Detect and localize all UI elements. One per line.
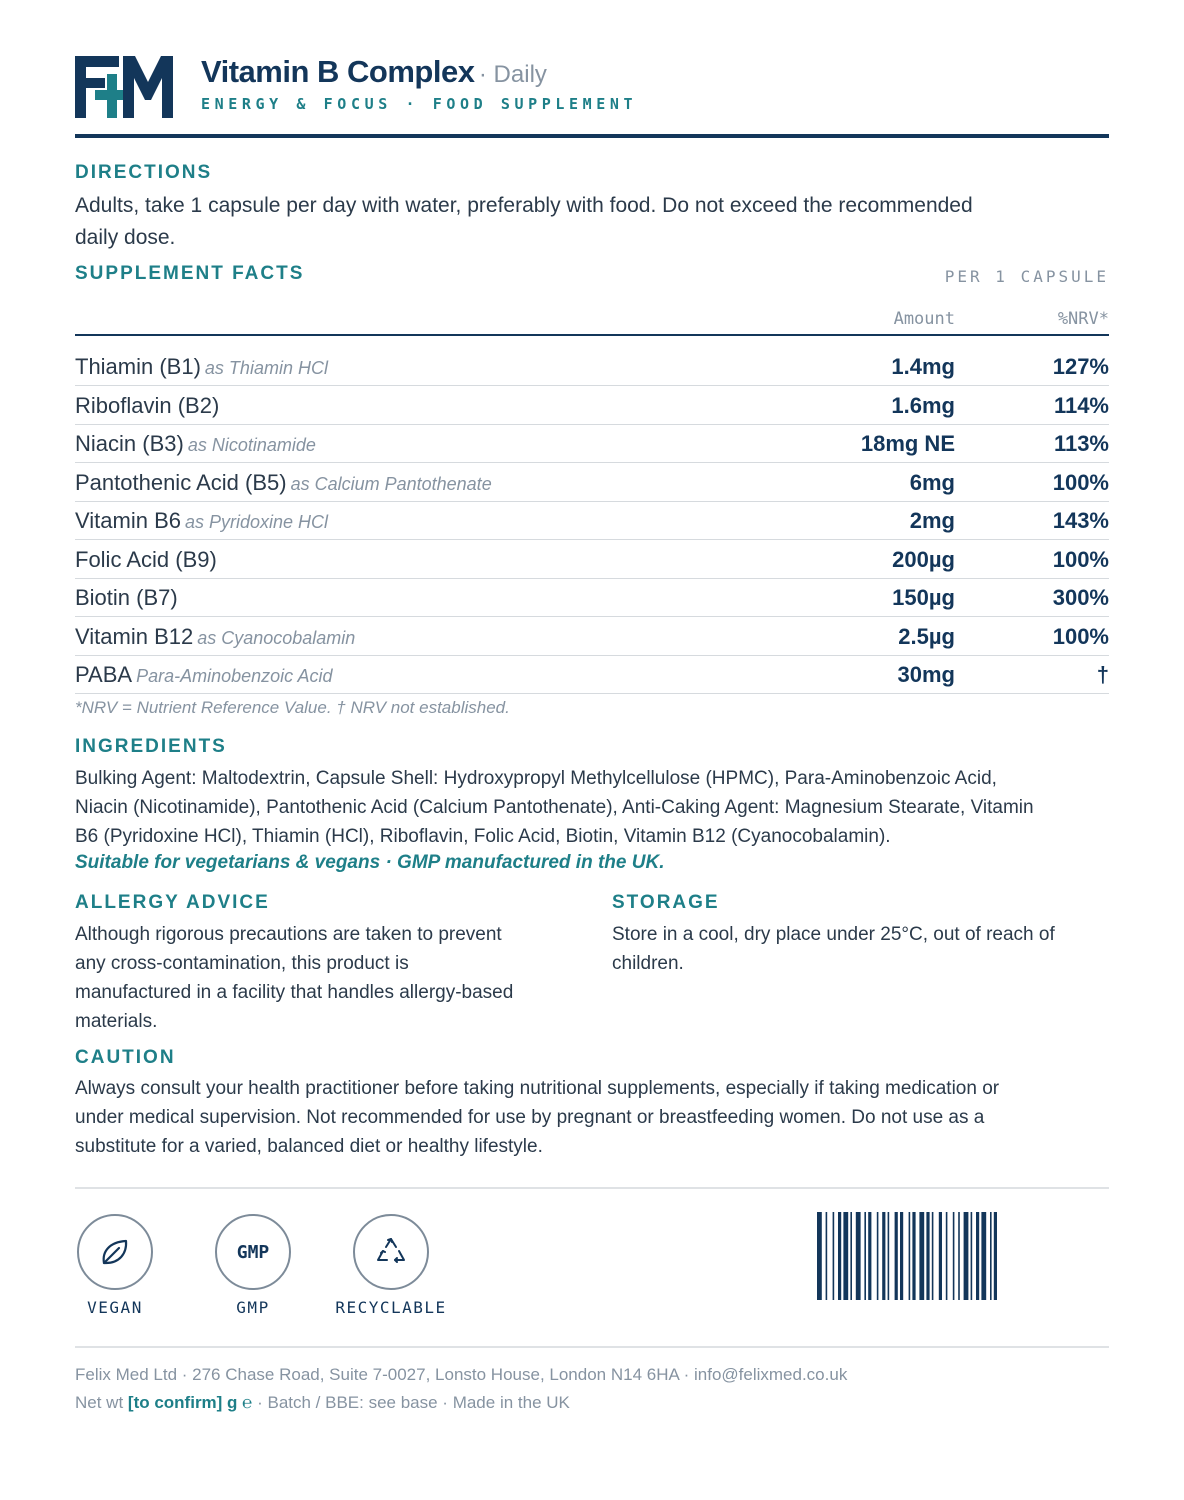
barcode-bar bbox=[868, 1212, 871, 1300]
caution-text bbox=[75, 1074, 999, 1161]
caution-line: substitute for a varied, balanced diet or healthy lifestyle. bbox=[75, 1136, 543, 1157]
storage-heading: STORAGE bbox=[612, 892, 720, 913]
allergy-line: Although rigorous precautions are taken to prevent bbox=[75, 924, 502, 945]
barcode-bar bbox=[994, 1212, 997, 1300]
net-weight-line bbox=[75, 1393, 570, 1413]
section-divider bbox=[75, 1187, 1109, 1189]
nutrient-form: Para-Aminobenzoic Acid bbox=[136, 666, 333, 686]
nutrient-amount: 2mg bbox=[909, 508, 955, 533]
barcode-bar bbox=[971, 1212, 973, 1300]
net-weight-suffix: · Batch / BBE: see base · Made in the UK bbox=[252, 1393, 570, 1412]
nutrient-name-cell bbox=[75, 470, 492, 496]
allergy-heading: ALLERGY ADVICE bbox=[75, 892, 270, 913]
nutrient-name: Riboflavin (B2) bbox=[75, 392, 220, 418]
product-tagline: ENERGY & FOCUS · FOOD SUPPLEMENT bbox=[201, 95, 638, 113]
barcode-bar bbox=[826, 1212, 828, 1300]
nutrient-form: as Thiamin HCl bbox=[204, 358, 328, 378]
directions-text bbox=[75, 190, 973, 254]
nutrient-nrv: † bbox=[1096, 662, 1109, 687]
nutrient-name: Niacin (B3) bbox=[75, 431, 184, 456]
nutrient-nrv: 100% bbox=[1052, 469, 1109, 495]
barcode-bar bbox=[833, 1212, 835, 1300]
facts-row bbox=[75, 541, 1109, 579]
nutrient-amount: 200µg bbox=[892, 546, 955, 572]
nutrient-nrv: 100% bbox=[1052, 623, 1109, 649]
nutrient-name-cell bbox=[75, 393, 219, 419]
barcode-bar bbox=[888, 1212, 890, 1300]
facts-row bbox=[75, 579, 1109, 617]
nutrient-name: Vitamin B6 bbox=[75, 508, 181, 533]
facts-row bbox=[75, 348, 1109, 386]
nutrient-name: Thiamin (B1) bbox=[75, 354, 201, 379]
product-title: Vitamin B Complex bbox=[201, 54, 475, 89]
nutrient-name-cell bbox=[75, 547, 217, 573]
vegan-badge-label: VEGAN bbox=[87, 1298, 143, 1317]
facts-row bbox=[75, 656, 1109, 694]
recycle-icon bbox=[372, 1233, 410, 1271]
gmp-badge-circle bbox=[215, 1214, 291, 1290]
barcode-bar bbox=[909, 1212, 911, 1300]
ingredients-heading: INGREDIENTS bbox=[75, 736, 227, 757]
nutrient-amount: 6mg bbox=[909, 469, 955, 495]
allergy-text bbox=[75, 920, 513, 1036]
nutrient-nrv: 300% bbox=[1052, 585, 1109, 610]
nutrient-name: Pantothenic Acid (B5) bbox=[75, 469, 287, 495]
footer-divider bbox=[75, 1346, 1109, 1348]
column-header-nrv: %NRV* bbox=[1057, 309, 1109, 329]
ingredients-line: Bulking Agent: Maltodextrin, Capsule Shell: Hydroxypropyl Methylcellulose (HPMC), Para-Aminobenzoic Acid, bbox=[75, 768, 997, 789]
barcode-bar bbox=[838, 1212, 841, 1300]
barcode-bar bbox=[953, 1212, 955, 1300]
directions-heading: DIRECTIONS bbox=[75, 162, 213, 183]
storage-text bbox=[612, 920, 1055, 978]
nutrient-nrv: 114% bbox=[1053, 392, 1109, 418]
nutrient-name-cell bbox=[75, 662, 333, 688]
ingredients-line: Niacin (Nicotinamide), Pantothenic Acid (Calcium Pantothenate), Anti-Caking Agent: Magnesium Stearate, Vitamin bbox=[75, 797, 1034, 818]
barcode-bar bbox=[850, 1212, 852, 1300]
nrv-footnote: *NRV = Nutrient Reference Value. † NRV not established. bbox=[75, 698, 510, 717]
serving-size: PER 1 CAPSULE bbox=[944, 267, 1109, 286]
barcode-bar bbox=[981, 1212, 986, 1300]
allergy-line: materials. bbox=[75, 1011, 158, 1032]
brand-logo bbox=[75, 52, 175, 118]
caution-line: Always consult your health practitioner before taking nutritional supplements, especially if taking medication or bbox=[75, 1078, 1000, 1099]
nutrient-name-cell bbox=[75, 624, 355, 650]
vegan-badge-circle bbox=[77, 1214, 153, 1290]
nutrient-name-cell bbox=[75, 354, 328, 380]
barcode-bar bbox=[817, 1212, 822, 1300]
header-divider bbox=[75, 134, 1109, 138]
nutrient-amount: 18mg NE bbox=[860, 431, 955, 456]
barcode-bar bbox=[976, 1212, 979, 1300]
net-weight-prefix: Net wt bbox=[75, 1393, 128, 1412]
nutrient-name-cell bbox=[75, 431, 316, 457]
barcode-bar bbox=[856, 1212, 861, 1300]
barcode-bar bbox=[926, 1212, 929, 1300]
vegan-badge bbox=[77, 1214, 153, 1290]
recyclable-badge bbox=[353, 1214, 429, 1290]
gmp-badge bbox=[215, 1214, 291, 1290]
caution-line: under medical supervision. Not recommended for use by pregnant or breastfeeding women. Do not use as a bbox=[75, 1107, 985, 1128]
nutrient-name: Biotin (B7) bbox=[75, 585, 178, 610]
barcode-bar bbox=[895, 1212, 898, 1300]
ingredients-line: B6 (Pyridoxine HCl), Thiamin (HCl), Riboflavin, Folic Acid, Biotin, Vitamin B12 (Cyanocobalamin). bbox=[75, 826, 891, 847]
barcode-bar bbox=[877, 1212, 879, 1300]
barcode-bar bbox=[919, 1212, 924, 1300]
nutrient-nrv: 143% bbox=[1052, 508, 1109, 533]
storage-line: Store in a cool, dry place under 25°C, out of reach of bbox=[612, 924, 1055, 945]
nutrient-amount: 2.5µg bbox=[898, 623, 955, 649]
facts-row bbox=[75, 387, 1109, 425]
directions-line: daily dose. bbox=[75, 226, 176, 249]
nutrient-name: PABA bbox=[75, 662, 133, 687]
product-subtitle: · Daily bbox=[478, 61, 547, 88]
barcode-bar bbox=[912, 1212, 915, 1300]
barcode-bar bbox=[939, 1212, 942, 1300]
nutrient-nrv: 113% bbox=[1053, 431, 1109, 456]
nutrient-nrv: 127% bbox=[1052, 354, 1109, 379]
nutrient-form: as Calcium Pantothenate bbox=[290, 473, 492, 494]
gmp-badge-label: GMP bbox=[236, 1298, 270, 1317]
ingredients-text bbox=[75, 764, 1034, 851]
barcode-bar bbox=[864, 1212, 866, 1300]
directions-line: Adults, take 1 capsule per day with water, preferably with food. Do not exceed the recommended bbox=[75, 194, 973, 217]
barcode-bar bbox=[932, 1212, 934, 1300]
net-weight-value: [to confirm] g ℮ bbox=[127, 1393, 253, 1412]
nutrient-amount: 150µg bbox=[892, 585, 955, 610]
nutrient-amount: 1.6mg bbox=[891, 392, 955, 418]
nutrient-amount: 1.4mg bbox=[891, 354, 955, 379]
gmp-badge-text: GMP bbox=[236, 1241, 270, 1263]
facts-row bbox=[75, 618, 1109, 656]
column-header-amount: Amount bbox=[893, 309, 955, 329]
facts-row bbox=[75, 464, 1109, 502]
nutrient-amount: 30mg bbox=[897, 662, 955, 687]
facts-row bbox=[75, 502, 1109, 540]
allergy-line: any cross-contamination, this product is bbox=[75, 953, 409, 974]
barcode-bar bbox=[946, 1212, 948, 1300]
nutrient-name-cell bbox=[75, 585, 178, 611]
nutrient-name-cell bbox=[75, 508, 328, 534]
nutrient-form: as Pyridoxine HCl bbox=[184, 512, 329, 532]
suitability-note: Suitable for vegetarians & vegans · GMP manufactured in the UK. bbox=[75, 852, 665, 873]
barcode-bar bbox=[882, 1212, 885, 1300]
barcode-bar bbox=[843, 1212, 848, 1300]
title-row bbox=[201, 54, 547, 90]
facts-heading: SUPPLEMENT FACTS bbox=[75, 263, 305, 284]
barcode-bar bbox=[964, 1212, 969, 1300]
barcode-bar bbox=[990, 1212, 992, 1300]
barcode-bar bbox=[958, 1212, 960, 1300]
barcode bbox=[817, 1212, 1109, 1300]
barcode-bar bbox=[900, 1212, 903, 1300]
nutrient-form: as Cyanocobalamin bbox=[197, 627, 356, 648]
nutrient-nrv: 100% bbox=[1052, 546, 1109, 572]
nutrient-name: Folic Acid (B9) bbox=[75, 546, 217, 572]
facts-row bbox=[75, 425, 1109, 463]
leaf-icon bbox=[97, 1234, 133, 1270]
storage-line: children. bbox=[612, 953, 684, 974]
nutrient-name: Vitamin B12 bbox=[75, 623, 194, 649]
nutrient-form: as Nicotinamide bbox=[187, 435, 316, 455]
recyclable-badge-label: RECYCLABLE bbox=[335, 1298, 447, 1317]
allergy-line: manufactured in a facility that handles allergy-based bbox=[75, 982, 514, 1003]
company-address: Felix Med Ltd · 276 Chase Road, Suite 7-0027, Lonsto House, London N14 6HA · info@felixmed.co.uk bbox=[75, 1365, 848, 1384]
caution-heading: CAUTION bbox=[75, 1047, 176, 1068]
recyclable-badge-circle bbox=[353, 1214, 429, 1290]
header bbox=[75, 50, 1109, 120]
table-header-rule bbox=[75, 334, 1109, 336]
